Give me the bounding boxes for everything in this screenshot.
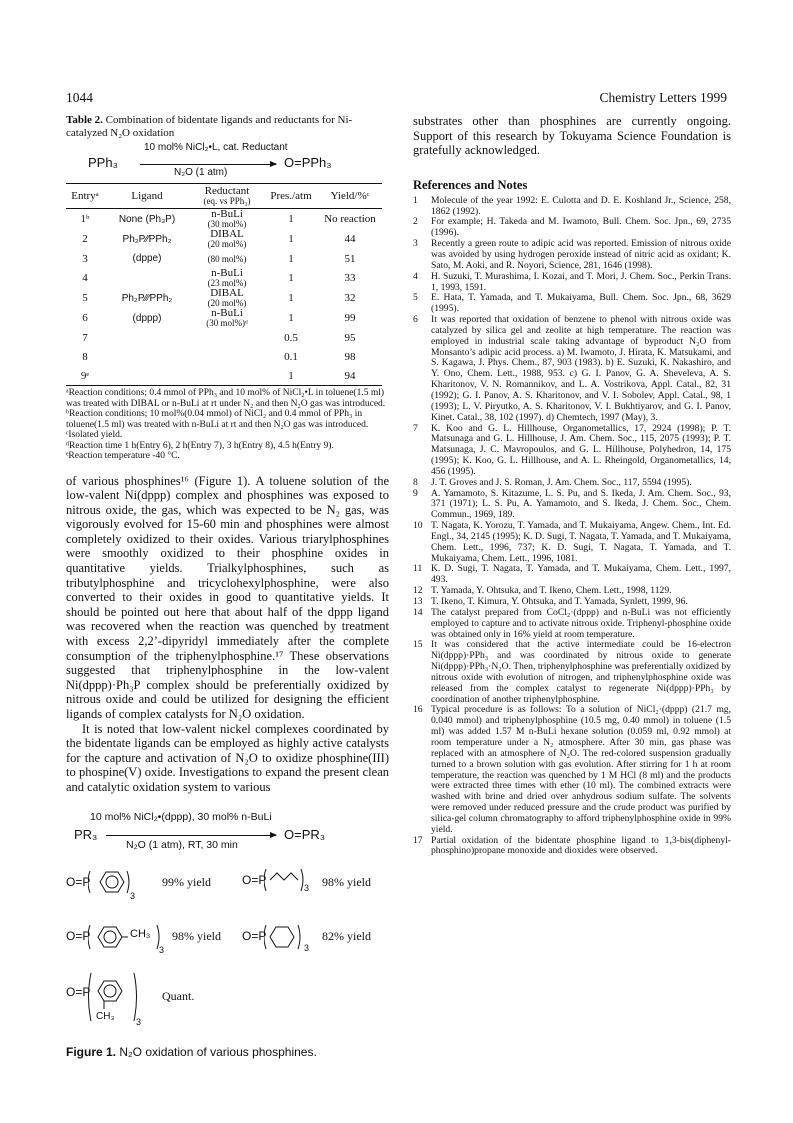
- left-column: [66, 114, 389, 1059]
- cell-entry: 2: [82, 233, 88, 245]
- scheme-conditions-below: N₂O (1 atm): [174, 167, 228, 178]
- footnote: ᵃReaction conditions; 0.4 mmol of PPh₃ and 10 mol% of NiCl₂•L in toluene(1.5 ml) was treated with DIBAL or n-BuLi at rt under N₂ and then N₂O gas was introduced. ᵇReaction conditions; 10 mol%(0.04 mmol) of NiCl₂ and 0.4 mmol of PPh₃ in toluene(1.5 ml) was treated with n-BuLi at rt and then N₂O gas was introduced. ᶜIsolated yield.: [66, 388, 386, 440]
- fig-substituent: CH₃: [96, 1010, 115, 1022]
- table2-caption: [66, 114, 389, 139]
- reference-number: 5: [413, 292, 418, 304]
- reference-text: E. Hata, T. Yamada, and T. Mukaiyama, Bull. Chem. Soc. Jpn., 68, 3629 (1995).: [431, 292, 731, 315]
- col-pressure: Pres./atm: [264, 184, 318, 209]
- cell-yield: 95: [344, 331, 356, 344]
- cell-ligand: [104, 347, 190, 366]
- reference-text: Typical procedure is as follows: To a solution of NiCl₂·(dppp) (21.7 mg, 0.040 mmol) and triphenylphosphine (10.5 mg, 0.40 mmol) in toluene (1.5 ml) was added 1.57 M n-BuLi hexane solution (0.059 ml, 0.92 mmol) at room temperature under a N₂ atmosphere. After 30 min, gas phase was replaced with an atmosphere of N₂O. The red-colored suspension gradually turned to a brown solution with gas evolution. After stirring for 1 h at room temperature, the reaction was quenched by 1 M HCl (8 ml) and the products were extracted three times with ether (10 ml). The combined extracts were washed with brine and dried over anhydrous sodium sulfate. The solvents were removed under reduced pressure and the crude product was purified by silica-gel column chromatography to afford triphenylphosphine oxide in 99% yield.: [431, 704, 731, 835]
- cell-pressure: 1: [288, 292, 294, 304]
- table2-label: Table 2.: [66, 114, 103, 126]
- table2: [66, 183, 382, 386]
- cell-yield: 51: [344, 252, 356, 265]
- reference-number: 13: [413, 596, 423, 607]
- reference-number: 12: [413, 585, 423, 597]
- reference-number: 2: [413, 216, 418, 228]
- table2-caption-text: Combination of bidentate ligands and reductants for Ni-catalyzed N₂O oxidation: [66, 114, 353, 139]
- right-intro-text: substrates other than phosphines are currently ongoing. Support of this research by Tokuyama Science Foundation is gratefully acknowledged.: [413, 114, 731, 158]
- references-heading: References and Notes: [413, 177, 528, 192]
- reference-item: [413, 315, 731, 423]
- reference-number: 1: [413, 194, 418, 206]
- cell-yield: 94: [318, 366, 382, 386]
- fig-item-label: O=P: [66, 874, 91, 889]
- fig-substituent: CH₃: [130, 927, 151, 940]
- scheme-substrate: PPh₃: [88, 155, 118, 170]
- reference-text: H. Suzuki, T. Murashima, I. Kozai, and T. Mori, J. Chem. Soc., Perkin Trans. 1, 1993, 1591.: [431, 270, 731, 293]
- fig-product: O=PR₃: [284, 826, 326, 842]
- cell-ligand: [104, 366, 190, 386]
- reference-number: 10: [413, 520, 423, 532]
- cell-entry: 4: [82, 272, 88, 284]
- table-row: [66, 209, 382, 230]
- cell-reductant: DIBAL (20 mol%): [207, 228, 247, 249]
- col-yield: Yield/%ᶜ: [318, 184, 382, 209]
- reference-text: T. Nagata, K. Yorozu, T. Yamada, and T. Mukaiyama, Angew. Chem., Int. Ed. Engl., 34, 2145 (1995); K. D. Sugi, T. Nagata, T. Yamada, and T. Mukaiyama, Chem. Lett., 1996, 737; K. D. Sugi, T. Nagata, T. Yamada, and T. Mukaiyama, Chem. Lett., 1996, 1081.: [431, 520, 731, 564]
- fig-yield: 99% yield: [162, 874, 211, 889]
- butyl-chain-icon: [264, 863, 304, 897]
- reference-text: K. D. Sugi, T. Nagata, T. Yamada, and T. Mukaiyama, Chem. Lett., 1997, 493.: [431, 563, 731, 586]
- cell-reductant: (80 mol%): [207, 253, 247, 264]
- reference-text: Molecule of the year 1992: E. Culotta and D. E. Koshland Jr., Science, 258, 1862 (1992).: [431, 194, 731, 217]
- reference-item: [413, 521, 731, 564]
- fig-subscript: 3: [304, 942, 310, 953]
- reference-number: 8: [413, 476, 418, 488]
- reference-item: [413, 489, 731, 522]
- cell-pressure: 1: [288, 312, 294, 324]
- scheme-conditions-above: 10 mol% NiCl₂•L, cat. Reductant: [144, 142, 288, 153]
- reference-item: [413, 424, 731, 478]
- scheme-product: O=PPh₃: [284, 155, 332, 170]
- reference-item: [413, 272, 731, 294]
- fig-yield: 98% yield: [172, 928, 221, 943]
- table2-footnotes: [66, 388, 389, 462]
- cell-ligand: (dppp): [132, 312, 162, 324]
- col-ligand: Ligand: [104, 184, 190, 209]
- reference-text: It was reported that oxidation of benzene to phenol with nitrous oxide was catalyzed by silica gel and zeolite at high temperature. The reaction was employed in industrial scale taking advantage of byproduct N₂O from Monsanto’s adipic acid process. a) M. Iwamoto, J. Hirata, K. Matsukami, and S. Kagawa, J. Phys. Chem., 87, 903 (1983). b) E. Suzuki, K. Nakashiro, and Y. Ono, Chem. Lett., 1988, 953. c) G. I. Panov, G. A. Sheveleva, A. S. Kharitonov, V. N. Romannikov, and L. A. Vostrikova, Appl. Catal., 82, 31 (1992); G. I. Panov, A. S. Kharitonov, and V. I. Sobolev, Appl. Catal., 98, 1 (1993); L. V. Piryutko, A. S. Kharitonov, V. I. Bukhtiyarov, and G. I. Panov, Kinet. Catal., 38, 102 (1997). d) Chemtech, 1997 (May), 3.: [431, 314, 731, 423]
- fig-yield: Quant.: [162, 988, 195, 1003]
- reference-item: [413, 478, 731, 489]
- fig-substrate: PR₃: [74, 826, 98, 842]
- reference-text: T. Ikeno, T. Kimura, Y. Ohtsuka, and T. Yamada, Synlett, 1999, 96.: [431, 596, 688, 607]
- figure1: [66, 809, 389, 1059]
- footnote: ᵈReaction time 1 h(Entry 6), 2 h(Entry 7), 3 h(Entry 8), 4.5 h(Entry 9).: [66, 440, 334, 451]
- reference-text: The catalyst prepared from CoCl₂·(dppp) and n-BuLi was not efficiently employed to capture and to activate nitrous oxide. Triphenyl-phosphine oxide was obtained only in 16% yield at room temperature.: [431, 606, 731, 640]
- reference-item: [413, 836, 731, 858]
- fig-conditions-above: 10 mol% NiCl₂•(dppp), 30 mol% n-BuLi: [90, 810, 272, 823]
- fig-item-label: O=P: [242, 872, 267, 887]
- phenyl-ring-icon: [88, 863, 130, 901]
- reference-number: 15: [413, 639, 423, 651]
- reference-number: 9: [413, 487, 418, 499]
- cell-pressure: 1: [288, 233, 294, 245]
- reference-number: 3: [413, 238, 418, 250]
- figure1-caption: [66, 1045, 317, 1059]
- table-row: [66, 366, 382, 386]
- paragraph: of various phosphines¹⁶ (Figure 1). A toluene solution of the low-valent Ni(dppp) complex and phosphines was exposed to nitrous oxide, the gas, which was expected to be N₂ gas, was vigorously evolved for 15-60 min and phosphines were almost completely oxidized to their oxides. Various triarylphosphines were smoothly oxidized to their phosphine oxides in quantitative yields. Trialkylphosphines, such as tributylphosphine and tricyclohexylphosphine, were also converted to their oxides in good to quantitative yields. It should be pointed out here that about half of the dppp ligand was recovered when the reaction was quenched by treatment with excess 2,2’-dipyridyl immediately after the complete consumption of the triphenylphosphine.¹⁷ These observations suggested that triphenylphosphine in the low-valent Ni(dppp)·Ph₃P complex should be preferentially oxidized by nitrous oxide and could be utilized for designing the efficient ligands of complex catalysts for N₂O oxidation.: [66, 473, 389, 721]
- journal-header: Chemistry Letters 1999: [599, 90, 727, 105]
- table-row: [66, 229, 382, 249]
- cell-yield: 98: [344, 350, 356, 363]
- table-header-row: [66, 184, 382, 209]
- cell-reductant: n-BuLi (23 mol%): [207, 267, 247, 288]
- fig-subscript: 3: [130, 890, 136, 901]
- paragraph: It is noted that low-valent nickel complexes coordinated by the bidentate ligands can be employed as highly active catalysts for the capture and activation of N₂O to oxidize phosphine(III) to phospine(V) oxide. Investigations to expand the present clean and catalytic oxidation system to various: [66, 721, 389, 794]
- reference-item: [413, 239, 731, 272]
- fig-conditions-below: N₂O (1 atm), RT, 30 min: [126, 838, 238, 851]
- cell-reductant: n-BuLi (30 mol%): [207, 208, 247, 229]
- cell-reductant: DIBAL (20 mol%): [207, 287, 247, 308]
- reference-number: 14: [413, 606, 423, 618]
- table-row: [66, 347, 382, 366]
- reference-text: A. Yamamoto, S. Kitazume, L. S. Pu, and S. Ikeda, J. Am. Chem. Soc., 93, 371 (1971); L. S. Pu, A. Yamamoto, and S. Ikeda, J. Chem. Soc., Chem. Commun., 1969, 189.: [431, 487, 731, 521]
- right-column: [413, 114, 731, 857]
- reaction-arrow: [140, 164, 276, 165]
- reference-item: [413, 564, 731, 586]
- reference-item: [413, 608, 731, 641]
- col-reductant: Reductant (eq. vs PPh₃): [190, 184, 264, 209]
- col-entry: Entryᵃ: [66, 184, 104, 209]
- cell-entry: 9ᵉ: [66, 366, 104, 386]
- figure1-label: Figure 1.: [66, 1044, 117, 1059]
- fig-subscript: 3: [136, 1016, 142, 1027]
- reference-item: [413, 705, 731, 835]
- cell-pressure: 1: [264, 366, 318, 386]
- footnote: ᵉReaction temperature -40 °C.: [66, 451, 180, 461]
- reference-number: 11: [413, 563, 423, 575]
- cell-entry: 7: [82, 331, 88, 344]
- cell-pressure: 1: [288, 272, 294, 284]
- reference-number: 4: [413, 270, 418, 282]
- fig-item-label: O=P: [242, 928, 267, 943]
- table-row: [66, 268, 382, 288]
- page-number: 1044: [66, 90, 93, 105]
- reference-item: [413, 640, 731, 705]
- fig-item-label: O=P: [66, 984, 91, 999]
- reference-text: For example; H. Takeda and M. Iwamoto, Bull. Chem. Soc. Jpn., 69, 2735 (1996).: [431, 216, 731, 239]
- cell-ligand: None (Ph₃P): [118, 213, 176, 225]
- cell-entry: 1ᵇ: [80, 213, 90, 225]
- reaction-arrow: [106, 835, 276, 836]
- cell-entry: 3: [82, 252, 88, 265]
- reference-item: [413, 293, 731, 315]
- table2-scheme: [66, 139, 389, 181]
- cell-entry: 8: [82, 350, 88, 363]
- cell-reductant: [190, 366, 264, 386]
- cyclohexyl-ring-icon: [264, 917, 304, 957]
- reference-item: [413, 217, 731, 239]
- cell-ligand: (dppe): [132, 253, 162, 264]
- cell-entry: 5: [82, 292, 88, 304]
- cell-reductant: [190, 347, 264, 366]
- table-row: [66, 308, 382, 328]
- reference-text: T. Yamada, Y. Ohtsuka, and T. Ikeno, Chem. Lett., 1998, 1129.: [431, 585, 672, 597]
- table-row: [66, 249, 382, 268]
- table-row: [66, 288, 382, 308]
- left-body-text: [66, 474, 389, 795]
- cell-yield: 44: [344, 233, 356, 245]
- cell-ligand: Ph₂P⁄⁄PPh₂: [122, 233, 172, 245]
- reference-item: [413, 196, 731, 218]
- reference-text: It was considered that the active intermediate could be 16-electron Ni(dppp)·PPh₃ and was coordinated by nitrous oxide to generate Ni(dppp)·PPh₃·N₂O. Then, triphenylphosphine was preferentially oxidized by nitrous oxide with evolution of nitrogen, and triphenylphosphine oxide was released from the complex catalyst to regenerate Ni(dppp)·PPh₃ by coordination of another triphenylphosphine.: [431, 639, 731, 705]
- reference-text: Recently a green route to adipic acid was reported. Emission of nitrous oxide was avoided by using hydrogen peroxide instead of nitric acid as oxidant; K. Sato, M. Aoki, and R. Noyori, Science, 281, 1646 (1998).: [431, 238, 731, 271]
- cell-pressure: 1: [288, 252, 294, 265]
- reference-text: K. Koo and G. L. Hillhouse, Organometallics, 17, 2924 (1998); P. T. Matsunaga and G. L. Hillhouse, J. Am. Chem. Soc., 115, 2075 (1993); P. T. Matsunaga, J. C. Mavropoulos, and G. L. Hillhouse, Polyhedron, 14, 175 (1995); K. Koo, G. L. Hillhouse, and A. L. Rheingold, Organometallics, 14, 456 (1995).: [431, 422, 731, 477]
- figure1-scheme: [66, 809, 389, 851]
- cell-pressure: 1: [288, 213, 294, 225]
- reference-number: 17: [413, 834, 423, 846]
- cell-reductant: n-BuLi (30 mol%)ᵈ: [206, 307, 248, 328]
- cell-yield: 33: [344, 272, 356, 284]
- cell-yield: 99: [344, 312, 356, 324]
- reference-number: 16: [413, 704, 423, 716]
- reference-number: 6: [413, 314, 418, 326]
- references-list: [413, 196, 731, 857]
- cell-ligand: Ph₂P⁄⁄⁄PPh₂: [121, 292, 173, 304]
- reference-text: J. T. Groves and J. S. Roman, J. Am. Chem. Soc., 117, 5594 (1995).: [431, 476, 692, 488]
- cell-ligand: [104, 268, 190, 288]
- fig-subscript: 3: [159, 944, 165, 955]
- cell-reductant: [190, 328, 264, 347]
- cell-entry: 6: [82, 312, 88, 324]
- figure1-caption-text: N₂O oxidation of various phosphines.: [119, 1044, 317, 1059]
- fig-subscript: 3: [304, 882, 310, 893]
- table-row: [66, 328, 382, 347]
- fig-yield: 98% yield: [322, 874, 371, 889]
- cell-pressure: 0.1: [284, 350, 298, 363]
- cell-yield: 32: [344, 292, 356, 304]
- fig-yield: 82% yield: [322, 928, 371, 943]
- cell-ligand: [104, 328, 190, 347]
- reference-number: 7: [413, 422, 418, 434]
- reference-text: Partial oxidation of the bidentate phosphine ligand to 1,3-bis(diphenyl-phosphino)propane monoxide and dioxides were observed.: [431, 834, 731, 857]
- cell-yield: No reaction: [324, 213, 376, 225]
- fig-item-label: O=P: [66, 928, 91, 943]
- cell-pressure: 0.5: [284, 331, 298, 344]
